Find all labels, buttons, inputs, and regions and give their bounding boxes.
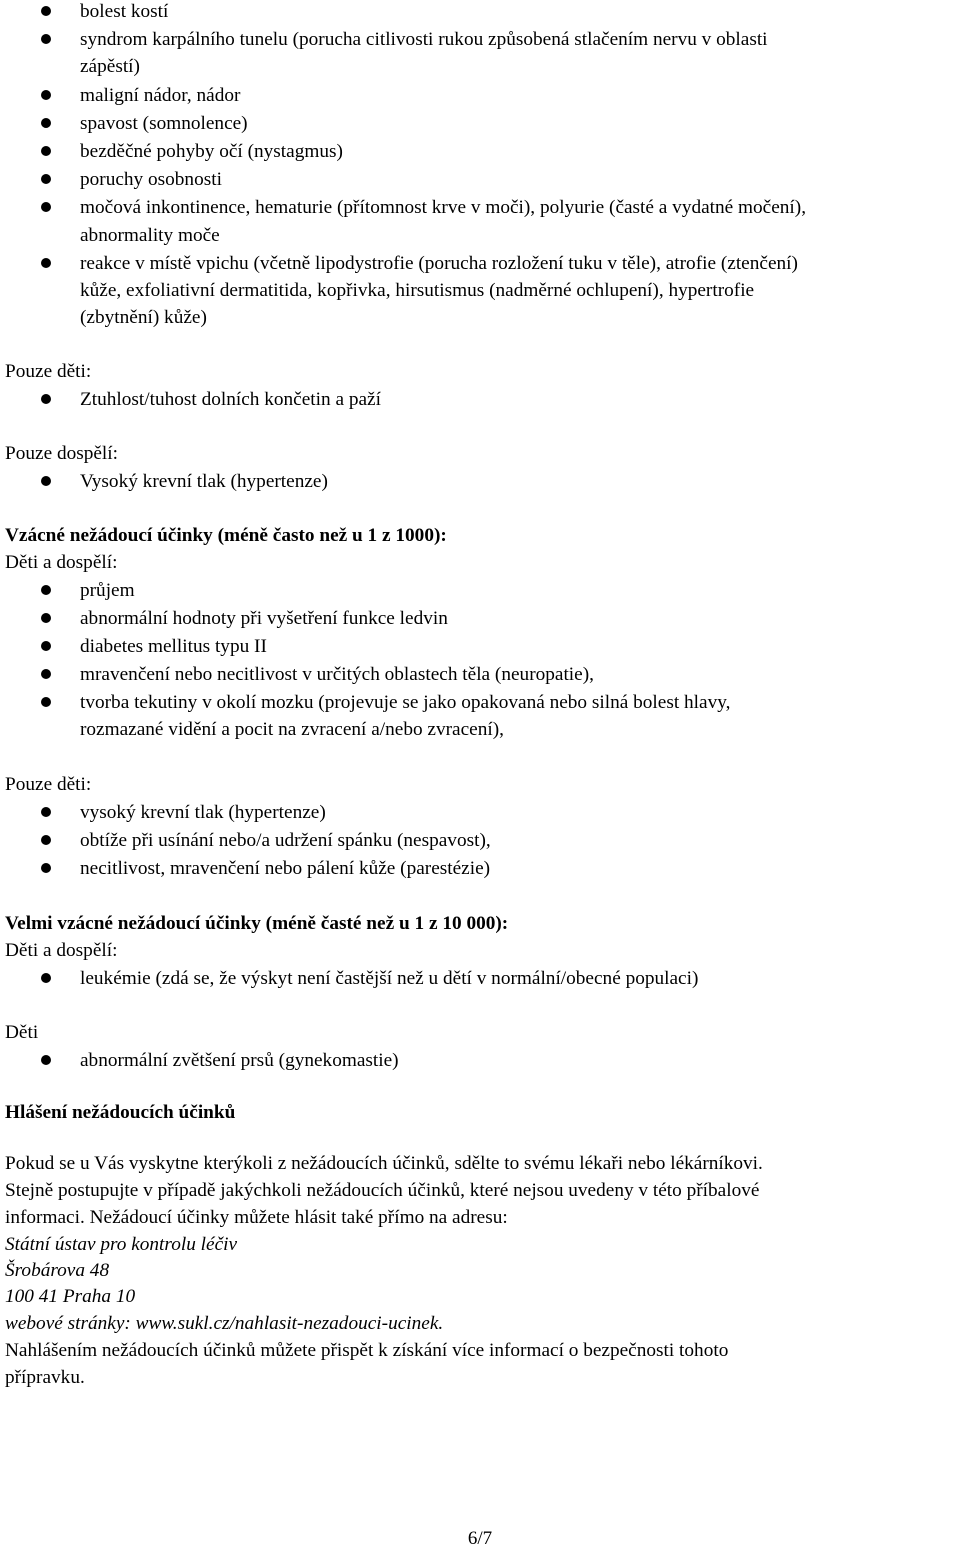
bullet-icon	[41, 641, 51, 651]
children-only-label: Pouze děti:	[5, 361, 92, 382]
list-item: necitlivost, mravenčení nebo pálení kůže (parestézie)	[80, 858, 491, 879]
list-item: reakce v místě vpichu (včetně lipodystrofie (porucha rozložení tuku v těle), atrofie (ztenčení)	[80, 253, 798, 274]
list-item-continuation: zápěstí)	[80, 56, 140, 77]
page-number: 6/7	[467, 1528, 493, 1549]
children-and-adults-label: Děti a dospělí:	[5, 940, 118, 961]
bullet-icon	[41, 146, 51, 156]
bullet-icon	[41, 174, 51, 184]
bullet-icon	[41, 863, 51, 873]
list-item: leukémie (zdá se, že výskyt není častější než u dětí v normální/obecné populaci)	[80, 968, 699, 989]
list-item: spavost (somnolence)	[80, 113, 248, 134]
list-item: Ztuhlost/tuhost dolních končetin a paží	[80, 389, 381, 410]
list-item: mravenčení nebo necitlivost v určitých oblastech těla (neuropatie),	[80, 664, 594, 685]
bullet-icon	[41, 807, 51, 817]
adults-only-label: Pouze dospělí:	[5, 443, 118, 464]
reporting-paragraph-line: přípravku.	[5, 1367, 85, 1388]
address-line: Šrobárova 48	[5, 1260, 110, 1281]
rare-effects-heading: Vzácné nežádoucí účinky (méně často než u 1 z 1000):	[5, 525, 447, 546]
very-rare-effects-heading: Velmi vzácné nežádoucí účinky (méně časté než u 1 z 10 000):	[5, 913, 509, 934]
list-item: vysoký krevní tlak (hypertenze)	[80, 802, 326, 823]
children-label: Děti	[5, 1022, 39, 1043]
list-item: bezděčné pohyby očí (nystagmus)	[80, 141, 343, 162]
children-only-label: Pouze děti:	[5, 774, 92, 795]
bullet-icon	[41, 118, 51, 128]
bullet-icon	[41, 34, 51, 44]
bullet-icon	[41, 585, 51, 595]
list-item: Vysoký krevní tlak (hypertenze)	[80, 471, 328, 492]
bullet-icon	[41, 476, 51, 486]
reporting-paragraph-line: informaci. Nežádoucí účinky můžete hlásit také přímo na adresu:	[5, 1207, 508, 1228]
bullet-icon	[41, 202, 51, 212]
list-item: maligní nádor, nádor	[80, 85, 241, 106]
website-link[interactable]: webové stránky: www.sukl.cz/nahlasit-nezadouci-ucinek.	[5, 1313, 444, 1334]
list-item-continuation: kůže, exfoliativní dermatitida, kopřivka, hirsutismus (nadměrné ochlupení), hypertrofie	[80, 280, 755, 301]
bullet-icon	[41, 6, 51, 16]
address-line: 100 41 Praha 10	[5, 1286, 136, 1307]
list-item: průjem	[80, 580, 135, 601]
reporting-paragraph-line: Pokud se u Vás vyskytne kterýkoli z nežádoucích účinků, sdělte to svému lékaři nebo lékárníkovi.	[5, 1153, 763, 1174]
list-item: bolest kostí	[80, 1, 169, 22]
reporting-heading: Hlášení nežádoucích účinků	[5, 1102, 236, 1123]
list-item-continuation: abnormality moče	[80, 225, 220, 246]
bullet-icon	[41, 394, 51, 404]
list-item: obtíže při usínání nebo/a udržení spánku (nespavost),	[80, 830, 491, 851]
address-line: Státní ústav pro kontrolu léčiv	[5, 1234, 238, 1255]
list-item-continuation: rozmazané vidění a pocit na zvracení a/nebo zvracení),	[80, 719, 504, 740]
bullet-icon	[41, 1055, 51, 1065]
list-item: abnormální zvětšení prsů (gynekomastie)	[80, 1050, 399, 1071]
bullet-icon	[41, 669, 51, 679]
bullet-icon	[41, 613, 51, 623]
list-item: diabetes mellitus typu II	[80, 636, 267, 657]
list-item: syndrom karpálního tunelu (porucha citlivosti rukou způsobená stlačením nervu v oblasti	[80, 29, 768, 50]
list-item: poruchy osobnosti	[80, 169, 222, 190]
bullet-icon	[41, 90, 51, 100]
list-item: močová inkontinence, hematurie (přítomnost krve v moči), polyurie (časté a vydatné močení),	[80, 197, 807, 218]
list-item-continuation: (zbytnění) kůže)	[80, 307, 207, 328]
children-and-adults-label: Děti a dospělí:	[5, 552, 118, 573]
list-item: tvorba tekutiny v okolí mozku (projevuje se jako opakovaná nebo silná bolest hlavy,	[80, 692, 731, 713]
reporting-paragraph-line: Stejně postupujte v případě jakýchkoli nežádoucích účinků, které nejsou uvedeny v této příbalové	[5, 1180, 760, 1201]
bullet-icon	[41, 258, 51, 268]
bullet-icon	[41, 973, 51, 983]
bullet-icon	[41, 835, 51, 845]
bullet-icon	[41, 697, 51, 707]
list-item: abnormální hodnoty při vyšetření funkce ledvin	[80, 608, 448, 629]
reporting-paragraph-line: Nahlášením nežádoucích účinků můžete přispět k získání více informací o bezpečnosti tohoto	[5, 1340, 729, 1361]
